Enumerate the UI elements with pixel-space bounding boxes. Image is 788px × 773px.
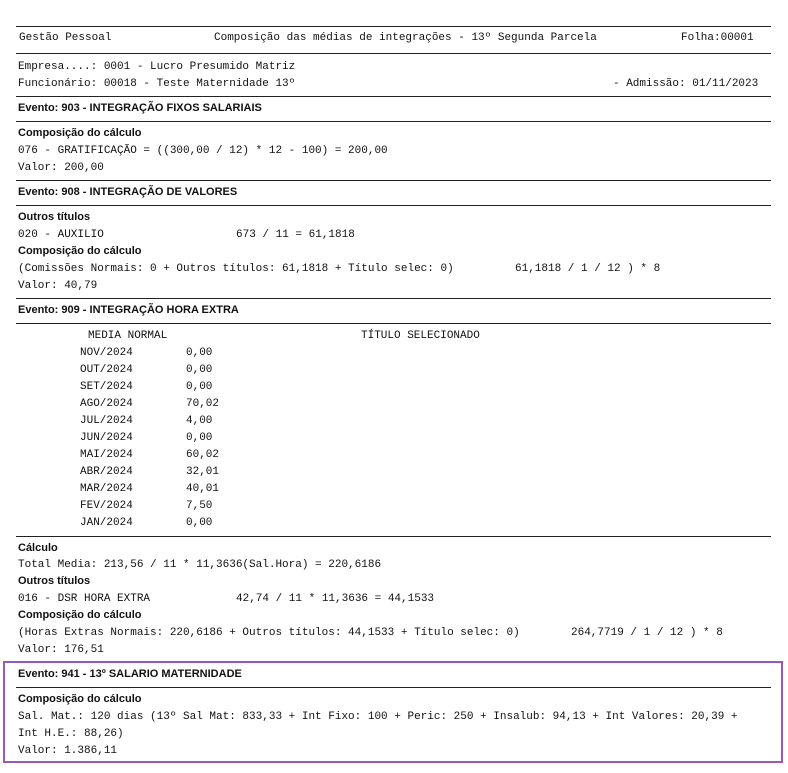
other-title-formula: 673 / 11 = 61,1818 [236, 229, 355, 241]
composition-label: Composição do cálculo [18, 609, 142, 621]
divider [16, 536, 771, 537]
value-cell: 70,02 [186, 398, 220, 410]
event-value: Valor: 40,79 [18, 280, 98, 292]
month-cell: SET/2024 [80, 381, 133, 393]
value-cell: 32,01 [186, 466, 220, 478]
value-cell: 0,00 [186, 347, 213, 359]
event-903-title: Evento: 903 - INTEGRAÇÃO FIXOS SALARIAIS [18, 102, 262, 114]
composition-label: Composição do cálculo [18, 127, 142, 139]
employee-line: Funcionário: 00018 - Teste Maternidade 13º [18, 78, 296, 90]
month-cell: MAR/2024 [80, 483, 133, 495]
divider [16, 53, 771, 54]
event-909-title: Evento: 909 - INTEGRAÇÃO HORA EXTRA [18, 304, 239, 316]
value-cell: 60,02 [186, 449, 220, 461]
event-941-title: Evento: 941 - 13º SALARIO MATERNIDADE [18, 668, 242, 680]
calculation-label: Cálculo [18, 542, 58, 554]
composition-formula-cont: Int H.E.: 88,26) [18, 728, 124, 740]
event-value: Valor: 176,51 [18, 644, 104, 656]
divider [16, 121, 771, 122]
value-cell: 0,00 [186, 381, 213, 393]
admission-date: - Admissão: 01/11/2023 [613, 78, 759, 90]
value-cell: 4,00 [186, 415, 213, 427]
composition-label: Composição do cálculo [18, 245, 142, 257]
column-header-media: MEDIA NORMAL [88, 330, 168, 342]
value-cell: 0,00 [186, 432, 213, 444]
other-title-formula: 42,74 / 11 * 11,3636 = 44,1533 [236, 593, 435, 605]
month-cell: ABR/2024 [80, 466, 133, 478]
value-cell: 7,50 [186, 500, 213, 512]
other-titles-label: Outros títulos [18, 211, 91, 223]
divider [16, 323, 771, 324]
value-cell: 40,01 [186, 483, 220, 495]
divider [16, 687, 771, 688]
event-value: Valor: 200,00 [18, 162, 104, 174]
divider [16, 298, 771, 299]
column-header-title: TÍTULO SELECIONADO [361, 330, 480, 342]
report-title: Composição das médias de integrações - 13º Segunda Parcela [214, 32, 597, 44]
month-cell: FEV/2024 [80, 500, 133, 512]
event-value: Valor: 1.386,11 [18, 745, 118, 757]
value-cell: 0,00 [186, 364, 213, 376]
composition-formula: (Comissões Normais: 0 + Outros títulos: 61,1818 + Título selec: 0) [18, 263, 454, 275]
divider [16, 26, 771, 27]
month-cell: JUN/2024 [80, 432, 133, 444]
company-line: Empresa....: 0001 - Lucro Presumido Matriz [18, 61, 296, 73]
month-cell: OUT/2024 [80, 364, 133, 376]
event-908-title: Evento: 908 - INTEGRAÇÃO DE VALORES [18, 186, 238, 198]
composition-formula: (Horas Extras Normais: 220,6186 + Outros títulos: 44,1533 + Título selec: 0) [18, 627, 520, 639]
month-cell: JAN/2024 [80, 517, 133, 529]
divider [16, 205, 771, 206]
composition-label: Composição do cálculo [18, 693, 142, 705]
composition-formula: Sal. Mat.: 120 dias (13º Sal Mat: 833,33 + Int Fixo: 100 + Peric: 250 + Insalub: 94,13 + Int Valores: 20,39 + [18, 711, 738, 723]
calculation-formula: Total Media: 213,56 / 11 * 11,3636(Sal.Hora) = 220,6186 [18, 559, 382, 571]
composition-formula-result: 264,7719 / 1 / 12 ) * 8 [571, 627, 723, 639]
other-title-item: 020 - AUXILIO [18, 229, 104, 241]
divider [16, 180, 771, 181]
composition-formula: 076 - GRATIFICAÇÃO = ((300,00 / 12) * 12 - 100) = 200,00 [18, 145, 388, 157]
system-name: Gestão Pessoal [19, 32, 112, 44]
month-cell: NOV/2024 [80, 347, 133, 359]
month-cell: JUL/2024 [80, 415, 133, 427]
other-titles-label: Outros títulos [18, 575, 91, 587]
month-cell: AGO/2024 [80, 398, 133, 410]
other-title-item: 016 - DSR HORA EXTRA [18, 593, 151, 605]
value-cell: 0,00 [186, 517, 213, 529]
month-cell: MAI/2024 [80, 449, 133, 461]
page-number: Folha:00001 [681, 32, 754, 44]
composition-formula-result: 61,1818 / 1 / 12 ) * 8 [515, 263, 661, 275]
divider [16, 96, 771, 97]
